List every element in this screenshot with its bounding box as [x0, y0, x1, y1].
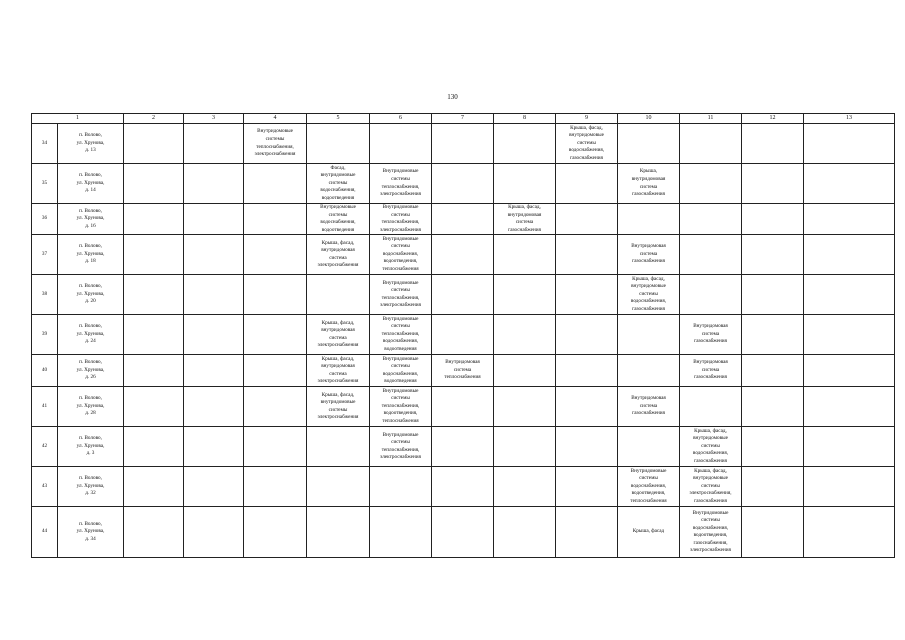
work-cell [432, 467, 494, 507]
work-cell [124, 355, 184, 387]
row-number-cell [32, 204, 58, 235]
work-cell [556, 235, 618, 275]
table-row [32, 355, 895, 387]
work-cell [742, 235, 804, 275]
column-header: 2 [124, 114, 184, 124]
cell-text: п. Волово, ул. Хрунова, д. 3 [76, 435, 105, 457]
cell-text: Внутридомовая система газоснабжения [693, 359, 728, 381]
page-number: 130 [447, 93, 458, 101]
work-cell [184, 235, 244, 275]
cell-text: 42 [41, 442, 48, 449]
work-cell [494, 387, 556, 427]
column-header: 5 [307, 114, 370, 124]
row-number-cell [32, 235, 58, 275]
work-cell [742, 355, 804, 387]
work-cell [618, 235, 680, 275]
row-number-cell [32, 467, 58, 507]
work-cell [680, 124, 742, 164]
cell-text: Внутридомовые системы водоснабжения, водоотведения, теплоснабжения [382, 235, 419, 272]
work-cell [742, 275, 804, 315]
work-cell [432, 315, 494, 355]
cell-text: п. Волово, ул. Хрунова, д. 14 [76, 172, 105, 194]
cell-text: Крыша, фасад, внутридомовые системы водоснабжения, газоснабжения [568, 124, 605, 161]
cell-text: Крыша, внутридомовая система газоснабжения [631, 168, 666, 198]
work-cell [494, 507, 556, 558]
work-cell [618, 427, 680, 467]
work-cell [307, 275, 370, 315]
work-cell [244, 275, 307, 315]
work-cell [680, 275, 742, 315]
work-cell [244, 387, 307, 427]
work-cell [804, 467, 895, 507]
work-cell [184, 507, 244, 558]
work-cell [124, 427, 184, 467]
cell-text: Внутридомовые системы теплоснабжения, электроснабжения [380, 279, 421, 309]
cell-text: п. Волово, ул. Хрунова, д. 28 [76, 395, 105, 417]
work-cell [244, 235, 307, 275]
row-number-cell [32, 427, 58, 467]
work-cell [804, 275, 895, 315]
table-row [32, 275, 895, 315]
work-cell [370, 204, 432, 235]
column-header: 3 [184, 114, 244, 124]
work-cell [370, 275, 432, 315]
work-cell [184, 355, 244, 387]
work-cell [244, 427, 307, 467]
work-cell [307, 427, 370, 467]
cell-text: Внутридомовые системы водоснабжения, водоотведения [382, 355, 419, 385]
cell-text: п. Волово, ул. Хрунова, д. 20 [76, 283, 105, 305]
work-cell [804, 427, 895, 467]
work-cell [556, 355, 618, 387]
cell-text: Внутридомовая система газоснабжения [631, 395, 666, 417]
table-row [32, 467, 895, 507]
cell-text: Крыша, фасад, внутридомовая система электроснабжения [317, 355, 359, 385]
cell-text: п. Волово, ул. Хрунова, д. 16 [76, 207, 105, 229]
work-cell [804, 387, 895, 427]
work-cell [618, 315, 680, 355]
work-cell [556, 315, 618, 355]
cell-text: Фасад, внутридомовые системы водоснабжения, водоотведения [320, 164, 356, 201]
work-cell [494, 275, 556, 315]
work-cell [124, 387, 184, 427]
work-cell [556, 164, 618, 204]
work-cell [680, 387, 742, 427]
address-cell [58, 275, 124, 315]
cell-text: Внутридомовые системы теплоснабжения, электроснабжения [380, 431, 421, 461]
cell-text: Крыша, фасад, внутридомовая система газоснабжения [507, 204, 542, 233]
work-cell [618, 467, 680, 507]
cell-text: Крыша, фасад, внутридомовые системы водоснабжения, газоснабжения [630, 275, 667, 312]
cell-text: 43 [41, 482, 48, 489]
table-row [32, 315, 895, 355]
row-number-cell [32, 387, 58, 427]
work-cell [556, 467, 618, 507]
work-cell [680, 204, 742, 235]
work-cell [804, 315, 895, 355]
address-cell [58, 355, 124, 387]
cell-text: п. Волово, ул. Хрунова, д. 32 [76, 475, 105, 497]
work-cell [244, 204, 307, 235]
work-cell [618, 275, 680, 315]
cell-text: 37 [41, 250, 48, 257]
cell-text: Внутридомовые системы теплоснабжения, электроснабжения [254, 128, 296, 158]
column-header: 10 [618, 114, 680, 124]
work-cell [742, 124, 804, 164]
table-row [32, 427, 895, 467]
column-header: 8 [494, 114, 556, 124]
work-cell [556, 124, 618, 164]
work-cell [370, 355, 432, 387]
work-cell [742, 387, 804, 427]
work-cell [184, 427, 244, 467]
work-cell [556, 427, 618, 467]
cell-text: п. Волово, ул. Хрунова, д. 26 [76, 359, 105, 381]
work-cell [804, 507, 895, 558]
cell-text: Крыша, фасад, внутридомовые системы водоснабжения, газоснабжения [692, 427, 729, 464]
work-cell [742, 315, 804, 355]
work-cell [307, 387, 370, 427]
work-cell [244, 507, 307, 558]
work-cell [742, 507, 804, 558]
address-cell [58, 315, 124, 355]
work-cell [742, 427, 804, 467]
cell-text: 44 [41, 528, 48, 535]
work-cell [244, 467, 307, 507]
cell-text: Крыша, фасад [632, 528, 665, 535]
address-cell [58, 204, 124, 235]
work-cell [370, 507, 432, 558]
work-cell [307, 164, 370, 204]
work-cell [307, 315, 370, 355]
table-row [32, 204, 895, 235]
column-header: 7 [432, 114, 494, 124]
column-header: 11 [680, 114, 742, 124]
row-number-cell [32, 124, 58, 164]
work-cell [370, 387, 432, 427]
work-cell [244, 355, 307, 387]
work-cell [680, 235, 742, 275]
work-cell [124, 235, 184, 275]
cell-text: Внутридомовая система теплоснабжения [444, 359, 481, 381]
cell-text: Внутридомовые системы теплоснабжения, электроснабжения [380, 168, 421, 198]
work-cell [307, 507, 370, 558]
row-number-cell [32, 507, 58, 558]
work-cell [494, 467, 556, 507]
work-cell [432, 427, 494, 467]
work-cell [124, 275, 184, 315]
work-cell [370, 235, 432, 275]
work-cell [370, 427, 432, 467]
work-cell [307, 204, 370, 235]
column-header: 6 [370, 114, 432, 124]
work-cell [556, 507, 618, 558]
work-cell [494, 427, 556, 467]
work-cell [556, 387, 618, 427]
work-cell [184, 164, 244, 204]
row-number-cell [32, 355, 58, 387]
work-cell [124, 315, 184, 355]
work-cell [742, 204, 804, 235]
work-cell [494, 235, 556, 275]
table-row [32, 387, 895, 427]
work-cell [680, 355, 742, 387]
cell-text: Внутридомовая система газоснабжения [693, 323, 728, 345]
work-cell [124, 124, 184, 164]
work-cell [680, 427, 742, 467]
row-number-cell [32, 275, 58, 315]
header-row [32, 114, 895, 124]
work-cell [184, 275, 244, 315]
work-cell [124, 164, 184, 204]
column-header: 12 [742, 114, 804, 124]
cell-text: 35 [41, 179, 48, 186]
work-cell [184, 467, 244, 507]
work-cell [307, 467, 370, 507]
work-cell [244, 124, 307, 164]
work-cell [432, 355, 494, 387]
work-cell [680, 315, 742, 355]
work-cell [370, 467, 432, 507]
cell-text: Крыша, фасад, внутридомовая система электроснабжения [317, 239, 359, 269]
cell-text: 41 [41, 402, 48, 409]
repair-schedule-table [31, 113, 895, 558]
row-number-cell [32, 164, 58, 204]
work-cell [618, 204, 680, 235]
work-cell [804, 164, 895, 204]
work-cell [618, 164, 680, 204]
work-cell [432, 275, 494, 315]
work-cell [804, 124, 895, 164]
address-cell [58, 467, 124, 507]
cell-text: 40 [41, 366, 48, 373]
work-cell [556, 275, 618, 315]
cell-text: п. Волово, ул. Хрунова, д. 13 [76, 132, 105, 154]
work-cell [124, 507, 184, 558]
column-header: 1 [32, 114, 124, 124]
cell-text: Внутридомовые системы теплоснабжения, электроснабжения [380, 204, 421, 233]
address-cell [58, 427, 124, 467]
table-row [32, 164, 895, 204]
table-row [32, 235, 895, 275]
work-cell [184, 387, 244, 427]
cell-text: 38 [41, 290, 48, 297]
cell-text: Внутридомовые системы теплоснабжения, водоотведения, теплоснабжения [381, 387, 420, 424]
cell-text: Внутридомовые системы водоснабжения, водоотведения [320, 204, 356, 233]
work-cell [680, 164, 742, 204]
column-header: 9 [556, 114, 618, 124]
table-row [32, 124, 895, 164]
work-cell [307, 355, 370, 387]
work-cell [618, 387, 680, 427]
work-cell [432, 387, 494, 427]
column-header: 13 [804, 114, 895, 124]
work-cell [494, 164, 556, 204]
work-cell [680, 467, 742, 507]
work-cell [124, 467, 184, 507]
work-cell [184, 124, 244, 164]
work-cell [556, 204, 618, 235]
work-cell [432, 235, 494, 275]
address-cell [58, 124, 124, 164]
work-cell [124, 204, 184, 235]
address-cell [58, 235, 124, 275]
cell-text: 39 [41, 330, 48, 337]
cell-text: Крыша, фасад, внутридомовые системы электроснабжения [317, 391, 359, 421]
work-cell [432, 164, 494, 204]
work-cell [244, 164, 307, 204]
work-cell [742, 467, 804, 507]
work-cell [370, 164, 432, 204]
cell-text: Внутридомовые системы водоснабжения, водоотведения, газоснабжения, электроснабжения [690, 509, 731, 554]
work-cell [432, 204, 494, 235]
work-cell [184, 204, 244, 235]
cell-text: Крыша, фасад, внутридомовые системы электроснабжения, газоснабжения [689, 467, 732, 504]
table-row [32, 507, 895, 558]
work-cell [804, 235, 895, 275]
column-header: 4 [244, 114, 307, 124]
cell-text: 34 [41, 139, 48, 146]
cell-text: п. Волово, ул. Хрунова, д. 34 [76, 520, 105, 542]
cell-text: п. Волово, ул. Хрунова, д. 24 [76, 323, 105, 345]
work-cell [432, 507, 494, 558]
work-cell [494, 124, 556, 164]
work-cell [370, 124, 432, 164]
work-cell [804, 355, 895, 387]
work-cell [307, 124, 370, 164]
work-cell [804, 204, 895, 235]
work-cell [184, 315, 244, 355]
cell-text: 36 [41, 215, 48, 222]
cell-text: Внутридомовая система газоснабжения [631, 243, 666, 265]
work-cell [618, 124, 680, 164]
work-cell [244, 315, 307, 355]
work-cell [494, 315, 556, 355]
work-cell [680, 507, 742, 558]
work-cell [742, 164, 804, 204]
cell-text: Крыша, фасад, внутридомовая система электроснабжения [317, 319, 359, 349]
cell-text: Внутридомовые системы теплоснабжения, водоснабжения, водоотведения [381, 315, 420, 352]
cell-text: п. Волово, ул. Хрунова, д. 18 [76, 243, 105, 265]
address-cell [58, 507, 124, 558]
work-cell [307, 235, 370, 275]
row-number-cell [32, 315, 58, 355]
address-cell [58, 387, 124, 427]
work-cell [618, 507, 680, 558]
work-cell [494, 355, 556, 387]
cell-text: Внутридомовые системы водоснабжения, водоотведения, теплоснабжения [630, 467, 667, 504]
work-cell [432, 124, 494, 164]
work-cell [494, 204, 556, 235]
work-cell [370, 315, 432, 355]
work-cell [618, 355, 680, 387]
address-cell [58, 164, 124, 204]
